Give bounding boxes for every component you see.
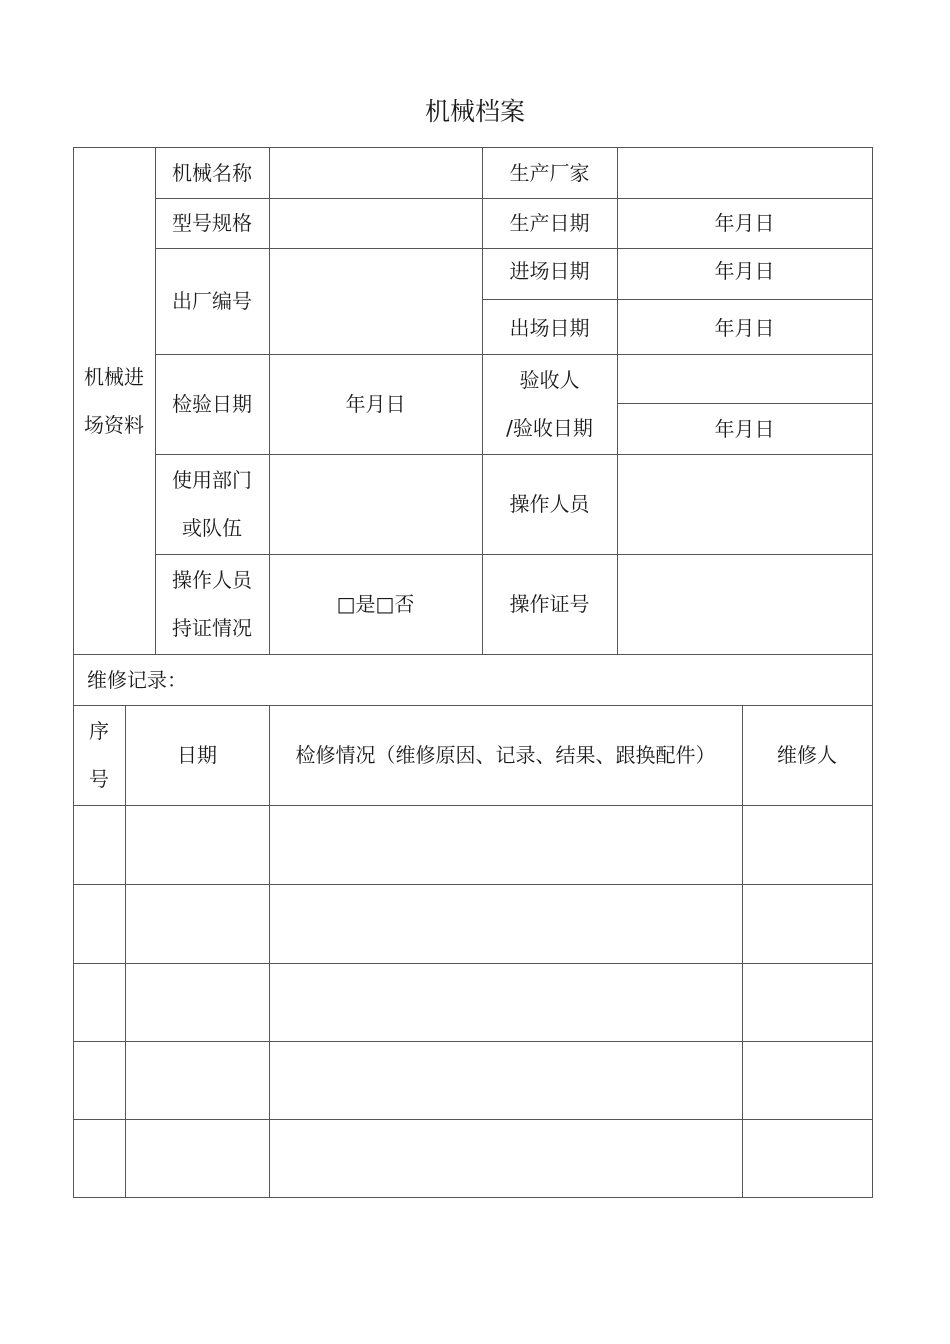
model-spec-field[interactable] bbox=[269, 198, 482, 248]
certificate-no-field[interactable] bbox=[617, 554, 872, 654]
column-header-details: 检修情况（维修原因、记录、结果、跟换配件） bbox=[295, 743, 716, 767]
repair-row-details-cell[interactable] bbox=[269, 884, 742, 963]
repair-record-heading: 维修记录： bbox=[87, 667, 187, 692]
page-title: 机械档案 bbox=[424, 97, 525, 126]
column-header-repairer: 维修人 bbox=[777, 743, 837, 767]
department-label-line: 使用部门 bbox=[172, 468, 252, 492]
section-label-line: 场资料 bbox=[84, 412, 144, 437]
certified-checkboxes[interactable]: □是□否 bbox=[336, 592, 415, 616]
repair-row-repairer-cell[interactable] bbox=[742, 1119, 872, 1197]
production-date-field[interactable]: 年月日 bbox=[714, 211, 775, 235]
operator-field[interactable] bbox=[617, 454, 872, 554]
department-field[interactable] bbox=[269, 454, 482, 554]
acceptor-label-line: /验收日期 bbox=[506, 416, 593, 440]
department-label bbox=[155, 454, 269, 554]
section-label-line: 机械进 bbox=[84, 364, 144, 389]
acceptor-field[interactable] bbox=[617, 354, 872, 403]
repair-row-details-cell[interactable] bbox=[269, 1119, 742, 1197]
column-header-seq-line: 序 bbox=[89, 719, 109, 743]
repair-row-date-cell[interactable] bbox=[125, 1041, 269, 1119]
manufacturer-field[interactable] bbox=[617, 147, 872, 198]
section-label-entry bbox=[73, 147, 155, 654]
production-date-label: 生产日期 bbox=[509, 211, 590, 235]
manufacturer-label: 生产厂家 bbox=[509, 160, 590, 185]
repair-row-date-cell[interactable] bbox=[125, 963, 269, 1041]
department-label-line: 或队伍 bbox=[182, 516, 242, 540]
serial-no-label: 出厂编号 bbox=[172, 289, 252, 313]
acceptance-date-field[interactable]: 年月日 bbox=[714, 416, 775, 441]
exit-date-label: 出场日期 bbox=[509, 316, 590, 340]
repair-row-repairer-cell[interactable] bbox=[742, 805, 872, 884]
repair-row-repairer-cell[interactable] bbox=[742, 1041, 872, 1119]
certified-label bbox=[155, 554, 269, 654]
acceptor-label bbox=[482, 354, 617, 454]
repair-row-repairer-cell[interactable] bbox=[742, 884, 872, 963]
repair-row-repairer-cell[interactable] bbox=[742, 963, 872, 1041]
repair-row-details-cell[interactable] bbox=[269, 1041, 742, 1119]
repair-row-date-cell[interactable] bbox=[125, 884, 269, 963]
operator-label: 操作人员 bbox=[509, 492, 590, 516]
repair-row-seq-cell[interactable] bbox=[73, 963, 125, 1041]
column-header-date: 日期 bbox=[177, 743, 217, 767]
entry-date-field[interactable]: 年月日 bbox=[714, 259, 775, 283]
serial-no-field[interactable] bbox=[269, 248, 482, 354]
repair-row-date-cell[interactable] bbox=[125, 1119, 269, 1197]
machine-name-label: 机械名称 bbox=[172, 160, 252, 185]
repair-row-details-cell[interactable] bbox=[269, 805, 742, 884]
repair-row-seq-cell[interactable] bbox=[73, 884, 125, 963]
entry-date-label: 进场日期 bbox=[509, 259, 590, 283]
model-spec-label: 型号规格 bbox=[172, 211, 252, 235]
certificate-no-label: 操作证号 bbox=[509, 592, 590, 616]
repair-row-date-cell[interactable] bbox=[125, 805, 269, 884]
column-header-seq bbox=[73, 705, 125, 805]
exit-date-field[interactable]: 年月日 bbox=[714, 316, 775, 340]
repair-row-seq-cell[interactable] bbox=[73, 1041, 125, 1119]
inspection-date-field[interactable]: 年月日 bbox=[345, 392, 406, 416]
table-border-right bbox=[872, 147, 873, 1198]
machine-name-field[interactable] bbox=[269, 147, 482, 198]
certified-label-line: 操作人员 bbox=[172, 568, 252, 592]
column-header-seq-line: 号 bbox=[89, 767, 109, 791]
repair-row-seq-cell[interactable] bbox=[73, 1119, 125, 1197]
certified-label-line: 持证情况 bbox=[172, 616, 252, 640]
inspection-date-label: 检验日期 bbox=[172, 392, 252, 416]
repair-row-seq-cell[interactable] bbox=[73, 805, 125, 884]
table-border-bottom bbox=[73, 1197, 873, 1198]
acceptor-label-line: 验收人 bbox=[519, 368, 580, 392]
repair-row-details-cell[interactable] bbox=[269, 963, 742, 1041]
